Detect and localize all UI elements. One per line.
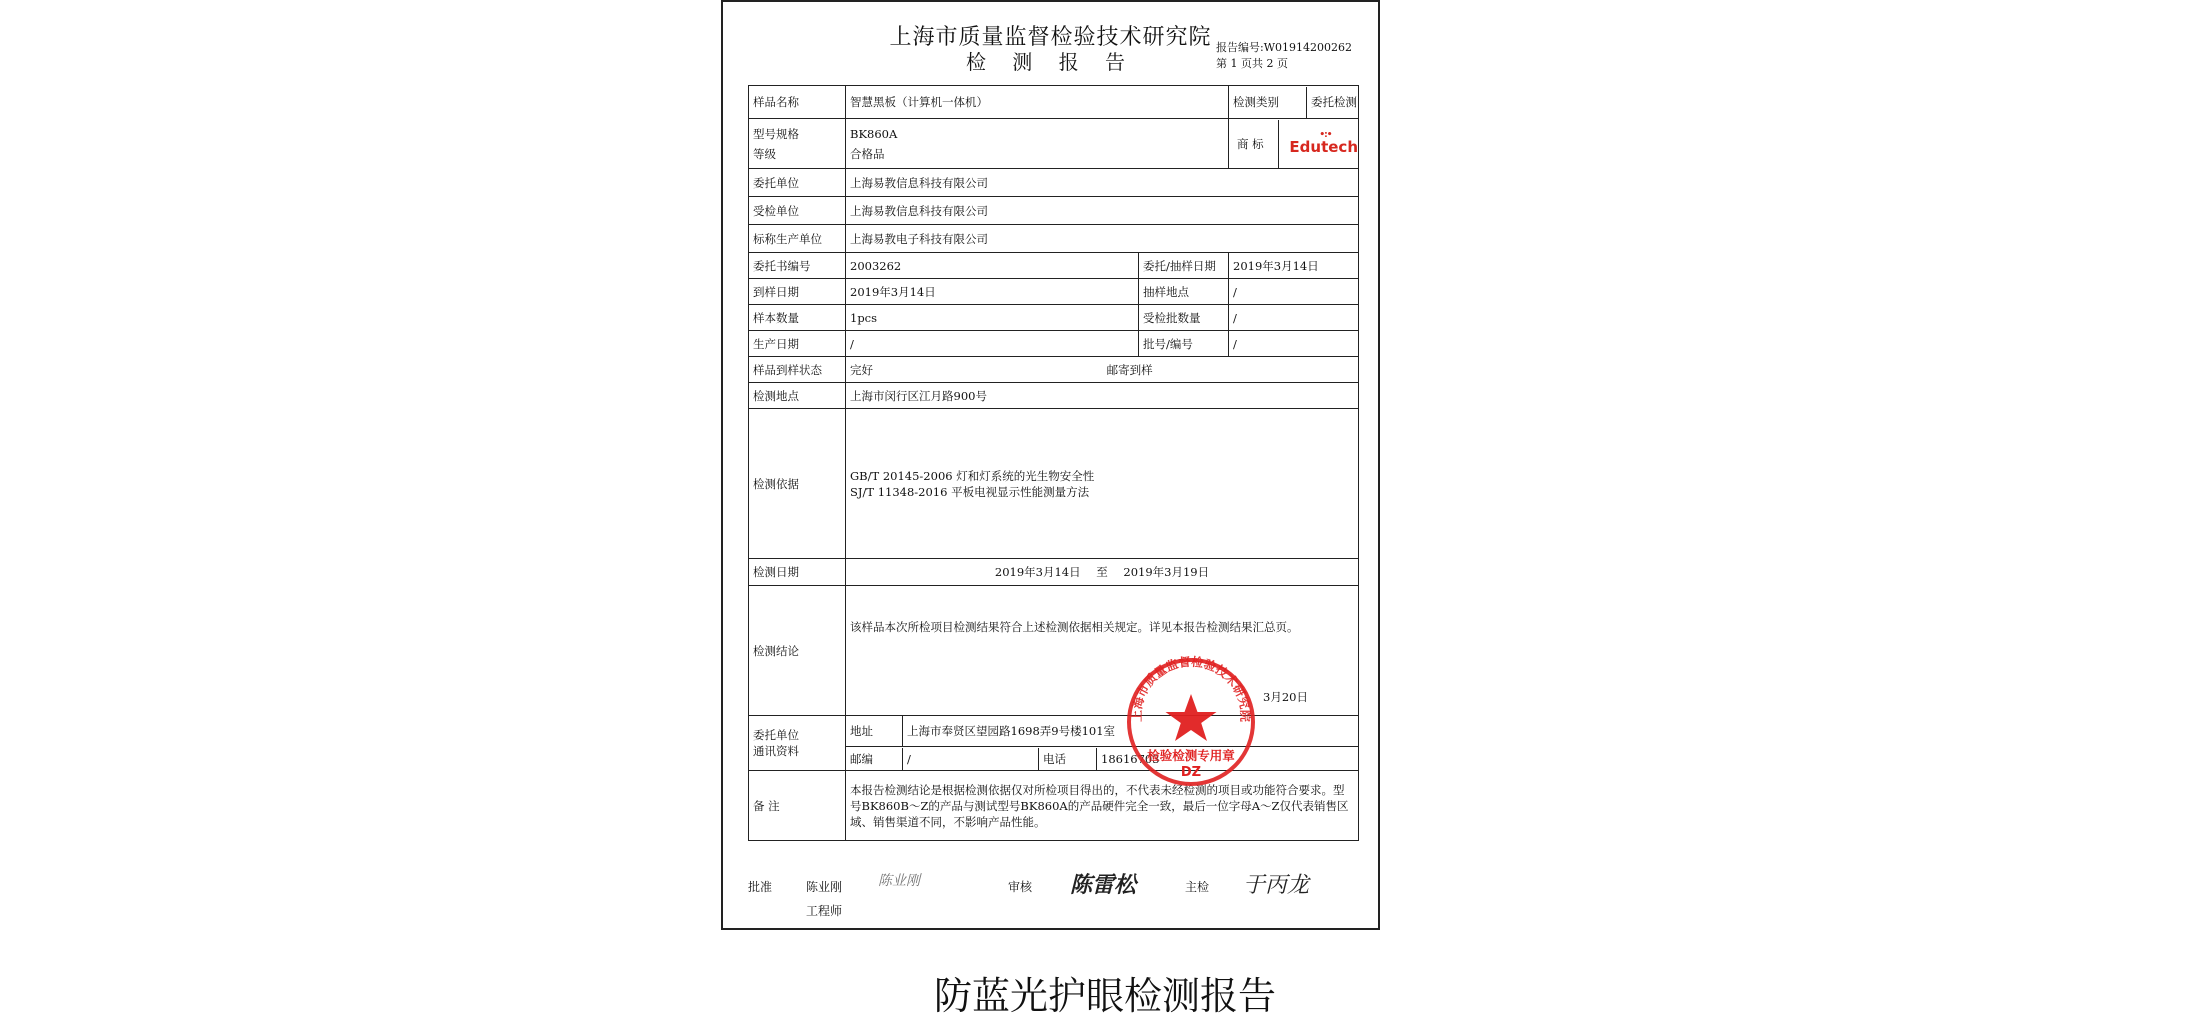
value-condition: 完好 <box>850 362 873 377</box>
value-zip: / <box>903 748 1039 770</box>
logo-dots: •:• <box>1319 130 1332 140</box>
label-sample-qty: 样本数量 <box>749 305 846 331</box>
value-test-category: 委托检测 <box>1311 95 1357 109</box>
row-arrival <box>749 279 1359 305</box>
caption: 防蓝光护眼检测报告 <box>933 974 1276 1018</box>
label-contact-b: 通讯资料 <box>753 744 799 758</box>
row-remark <box>749 771 1359 841</box>
row-prod-date <box>749 331 1359 357</box>
value-delivery: 邮寄到样 <box>1106 362 1153 377</box>
label-tel: 电话 <box>1039 748 1097 770</box>
row-model <box>749 119 1359 169</box>
label-test-type <box>1229 86 1359 119</box>
row-conclusion <box>749 586 1359 716</box>
value-contract-no: 2003262 <box>846 253 1139 279</box>
approver-signature: 陈业刚 <box>878 873 920 889</box>
value-manufacturer: 上海易教电子科技有限公司 <box>846 225 1359 253</box>
reviewer-signature: 陈雷松 <box>1070 872 1137 898</box>
logo-text: Edutech <box>1289 138 1358 156</box>
test-date-from: 2019年3月14日 <box>994 565 1081 579</box>
chief-signature: 于丙龙 <box>1243 873 1310 898</box>
report-number: 报告编号:W01914200262 <box>1216 41 1352 54</box>
value-sample-name: 智慧黑板（计算机一体机） <box>846 86 1229 119</box>
label-test-category: 检测类别 <box>1229 87 1307 118</box>
basis-standard-1: GB/T 20145-2006 灯和灯系统的光生物安全性 <box>850 468 1095 483</box>
seal-top-text: 上海市质量监督检验技术研究院 <box>1129 654 1253 722</box>
row-basis <box>749 409 1359 559</box>
label-sampling-date: 委托/抽样日期 <box>1139 253 1229 279</box>
value-prod-date: / <box>846 331 1139 357</box>
label-trademark: 商 标 <box>1229 120 1279 168</box>
label-prod-date: 生产日期 <box>749 331 846 357</box>
report-title: 检 测 报 告 <box>965 50 1136 74</box>
conclusion-sign-date: 3月20日 <box>1263 690 1308 704</box>
label-remark: 备 注 <box>749 771 846 841</box>
report-number-block <box>1216 40 1352 72</box>
label-zip: 邮编 <box>846 748 903 770</box>
value-tel: 18616703 <box>1101 751 1160 766</box>
value-arrival-date: 2019年3月14日 <box>846 279 1139 305</box>
label-basis: 检测依据 <box>749 409 846 559</box>
label-contact-a: 委托单位 <box>753 728 799 742</box>
label-location: 检测地点 <box>749 383 846 409</box>
row-contact-addr <box>749 716 1359 747</box>
label-manufacturer: 标称生产单位 <box>749 225 846 253</box>
label-test-date: 检测日期 <box>749 559 846 586</box>
basis-standard-2: SJ/T 11348-2016 平板电视显示性能测量方法 <box>850 484 1090 499</box>
conclusion-text: 该样品本次所检项目检测结果符合上述检测依据相关规定。详见本报告检测结果汇总页。 <box>850 620 1299 634</box>
report-table <box>748 85 1359 841</box>
value-grade: 合格品 <box>850 146 885 161</box>
value-address: 上海市奉贤区望园路1698弄9号楼101室 <box>907 724 1116 738</box>
value-model: BK860A <box>850 126 898 141</box>
chief-label: 主检 <box>1185 880 1210 894</box>
label-inspected: 受检单位 <box>749 197 846 225</box>
row-manufacturer <box>749 225 1359 253</box>
report-document <box>721 0 1380 930</box>
label-conclusion: 检测结论 <box>749 586 846 716</box>
value-client: 上海易教信息科技有限公司 <box>846 169 1359 197</box>
value-sampling-place: / <box>1229 279 1359 305</box>
value-batch-qty: / <box>1229 305 1359 331</box>
label-sampling-place: 抽样地点 <box>1139 279 1229 305</box>
label-grade: 等级 <box>753 146 776 161</box>
approver-title: 工程师 <box>806 904 843 918</box>
value-sample-qty: 1pcs <box>846 305 1139 331</box>
row-qty <box>749 305 1359 331</box>
row-condition <box>749 357 1359 383</box>
value-inspected: 上海易教信息科技有限公司 <box>846 197 1359 225</box>
value-remark: 本报告检测结论是根据检测依据仅对所检项目得出的，不代表未经检测的项目或功能符合要求。型号BK860B～Z的产品与测试型号BK860A的产品硬件完全一致，最后一位字母A～Z仅代表销售区域、销售渠道不同，不影响产品性能。 <box>846 771 1359 841</box>
value-location: 上海市闵行区江月路900号 <box>846 383 1359 409</box>
page-indicator: 第 1 页共 2 页 <box>1216 57 1288 70</box>
label-model: 型号规格 <box>753 126 799 141</box>
row-inspected <box>749 197 1359 225</box>
seal-code: DZ <box>1180 765 1202 780</box>
label-sample-name: 样品名称 <box>749 86 846 119</box>
seal-bottom-text: 检验检测专用章 <box>1147 748 1235 763</box>
value-batch-no: / <box>1229 331 1359 357</box>
institute-name: 上海市质量监督检验技术研究院 <box>889 25 1212 50</box>
label-client: 委托单位 <box>749 169 846 197</box>
row-contract <box>749 253 1359 279</box>
trademark-logo <box>1279 131 1358 156</box>
test-date-to: 2019年3月19日 <box>1123 565 1210 579</box>
row-test-date <box>749 559 1359 586</box>
row-location <box>749 383 1359 409</box>
row-sample-name <box>749 86 1359 119</box>
review-label: 审核 <box>1008 880 1033 894</box>
test-date-sep: 至 <box>1096 565 1108 579</box>
label-condition: 样品到样状态 <box>749 357 846 383</box>
label-address: 地址 <box>846 716 903 746</box>
approver-name: 陈业刚 <box>806 880 843 894</box>
approve-label: 批准 <box>748 880 773 894</box>
label-arrival-date: 到样日期 <box>749 279 846 305</box>
label-contract-no: 委托书编号 <box>749 253 846 279</box>
label-batch-qty: 受检批数量 <box>1139 305 1229 331</box>
label-batch-no: 批号/编号 <box>1139 331 1229 357</box>
row-client <box>749 169 1359 197</box>
value-sampling-date: 2019年3月14日 <box>1229 253 1359 279</box>
